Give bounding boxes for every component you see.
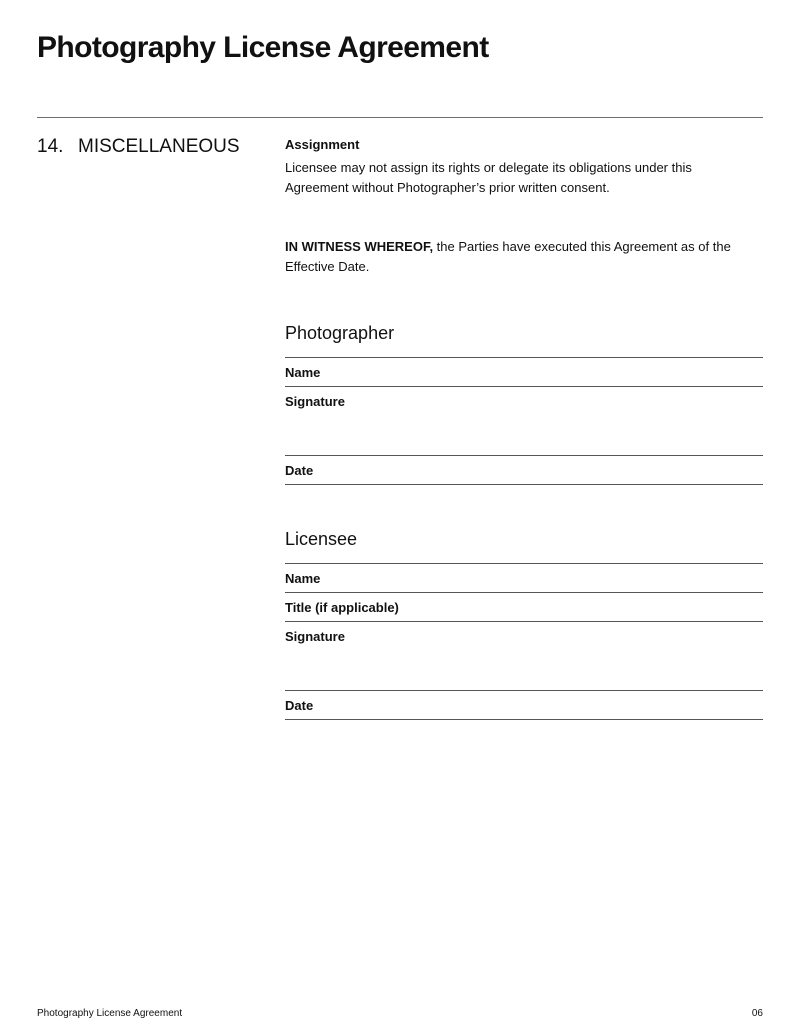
- section-content: [285, 136, 763, 720]
- title-divider: [37, 117, 763, 118]
- photographer-date-field[interactable]: [285, 456, 763, 485]
- licensee-signature-field[interactable]: [285, 622, 763, 691]
- document-title: Photography License Agreement: [37, 31, 489, 64]
- footer-document-title: Photography License Agreement: [37, 1008, 183, 1019]
- witness-clause: [285, 237, 763, 277]
- witness-text: the Parties have executed this Agreement as of the Effective Date.: [285, 239, 731, 274]
- licensee-date-label: Date: [285, 698, 314, 713]
- licensee-title-field[interactable]: [285, 593, 763, 622]
- licensee-name-label: Name: [285, 571, 321, 586]
- photographer-date-label: Date: [285, 463, 314, 478]
- section-heading: [37, 136, 240, 158]
- photographer-signature-label: Signature: [285, 394, 345, 409]
- photographer-signature-field[interactable]: [285, 387, 763, 456]
- photographer-name-label: Name: [285, 365, 321, 380]
- licensee-date-field[interactable]: [285, 691, 763, 720]
- section-title: MISCELLANEOUS: [78, 136, 240, 157]
- section-number: 14.: [37, 136, 64, 157]
- licensee-name-field[interactable]: [285, 564, 763, 593]
- photographer-heading: Photographer: [285, 322, 763, 358]
- clause-heading-assignment: Assignment: [285, 137, 360, 152]
- licensee-signature-label: Signature: [285, 629, 345, 644]
- footer-page-number: 06: [751, 1008, 763, 1019]
- photographer-name-field[interactable]: [285, 358, 763, 387]
- licensee-title-label: Title (if applicable): [285, 600, 399, 615]
- witness-lead: IN WITNESS WHEREOF,: [285, 239, 434, 254]
- clause-body-assignment: Licensee may not assign its rights or delegate its obligations under this Agreement without Photographer’s prior written consent.: [285, 160, 692, 195]
- licensee-heading: Licensee: [285, 528, 763, 564]
